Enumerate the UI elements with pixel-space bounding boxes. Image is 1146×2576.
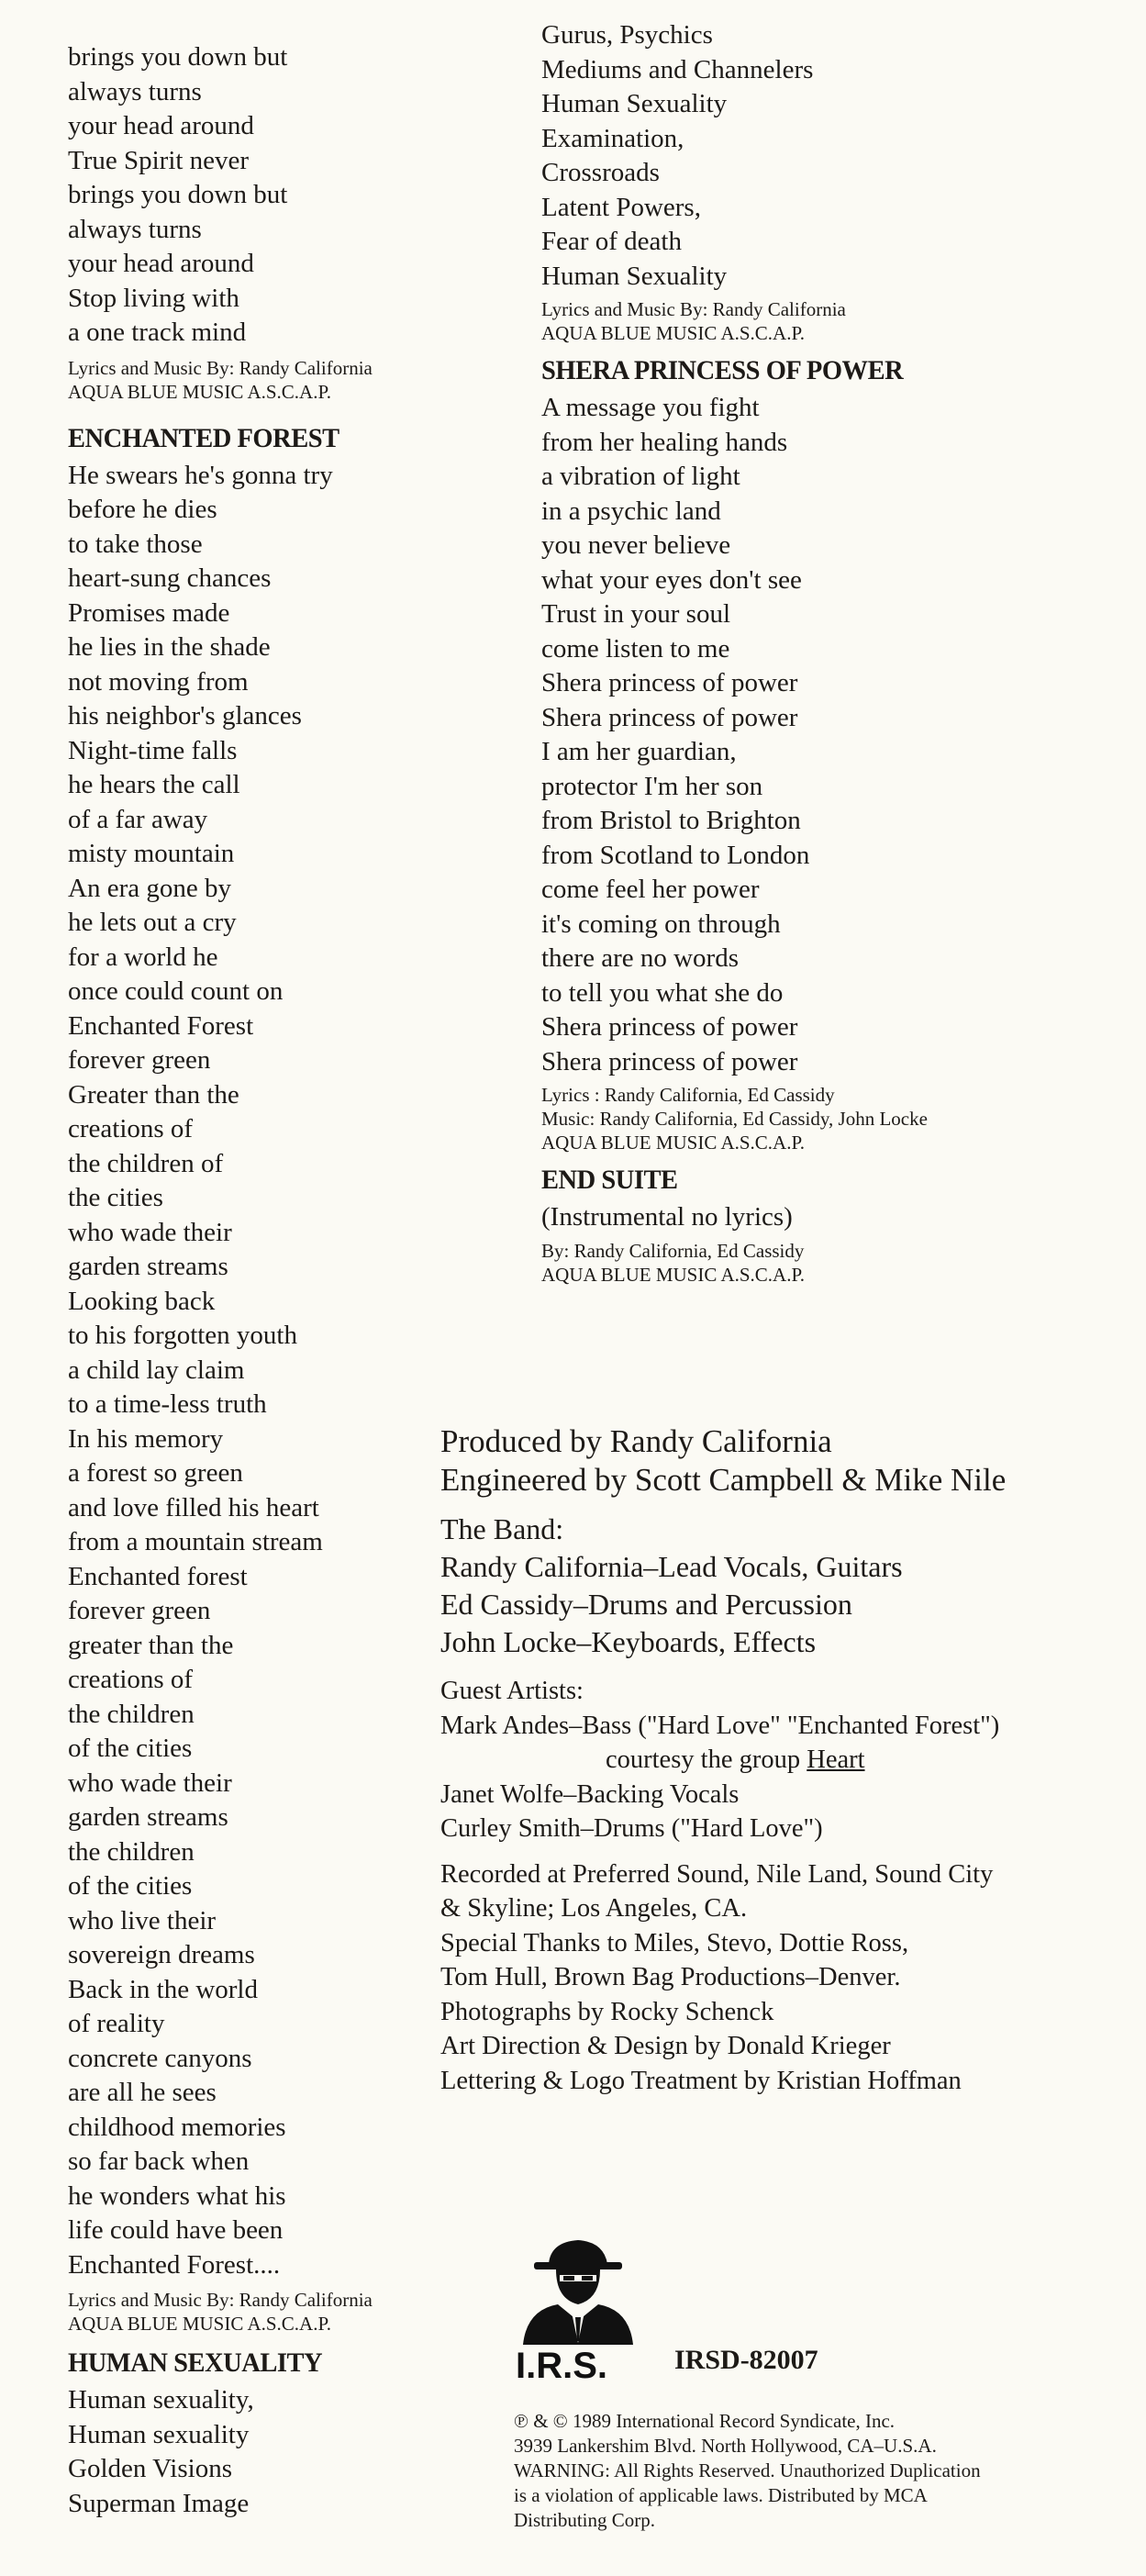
lyric-line: he lets out a cry [68,908,237,937]
lyric-line: he wonders what his [68,2180,286,2211]
lyric-line: in a psychic land [541,496,721,526]
guest-courtesy [440,1743,1119,1778]
song-title-shera: SHERA PRINCESS OF POWER [541,355,904,385]
lyric-line: creations of [68,1665,194,1694]
production-note: & Skyline; Los Angeles, CA. [440,1894,748,1923]
song-credit: Music: Randy California, Ed Cassidy, John Locke [541,1108,928,1130]
song-title-human-sexuality: HUMAN SEXUALITY [68,2347,323,2378]
lyric-line: creations of [68,1114,194,1143]
lyric-line: so far back when [68,2147,250,2176]
lyric-line: always turns [68,76,202,106]
lyric-line: Human Sexuality [541,89,728,118]
lyric-line: of the cities [68,1734,193,1763]
lyric-line: Promises made [68,597,230,628]
human-sexuality-continued-lyrics [541,18,1018,294]
production-note: Tom Hull, Brown Bag Productions–Denver. [440,1963,901,1991]
lyric-line: Stop living with [68,283,239,313]
lyric-line: brings you down but [68,180,288,209]
lyric-line: Human Sexuality [541,261,728,291]
lyric-line: of a far away [68,804,208,834]
song-credit: AQUA BLUE MUSIC A.S.C.A.P. [541,1263,806,1286]
lyric-line: concrete canyons [68,2043,252,2073]
lyric-line: Human sexuality [68,2419,250,2449]
lyric-line: a forest so green [68,1458,243,1488]
lyric-line: not moving from [68,666,249,697]
lyric-line: brings you down but [68,42,288,72]
lyric-line: from her healing hands [541,427,788,457]
production-credits [440,1422,1119,2098]
lyric-line: Human sexuality, [68,2385,254,2414]
right-lyrics-column [541,20,1018,1287]
lyric-line: the children of [68,1148,224,1178]
lyric-line: there are no words [541,943,739,973]
lyric-line: Mediums and Channelers [541,54,814,84]
lyric-line: he lies in the shade [68,632,271,662]
song-credit: By: Randy California, Ed Cassidy [541,1239,805,1262]
copyright-line: 3939 Lankershim Blvd. North Hollywood, CA–U.S.A. [514,2435,937,2457]
lyric-line: you never believe [541,530,731,560]
lyric-line: your head around [68,249,254,278]
lyric-line: An era gone by [68,873,231,903]
courtesy-band: Heart [807,1745,865,1774]
lyric-line: True Spirit never [68,145,250,175]
song-credit: Lyrics : Randy California, Ed Cassidy [541,1084,835,1106]
shera-lyrics [541,391,1018,1079]
lyric-line: childhood memories [68,2112,286,2142]
lyric-line: a one track mind [68,318,247,347]
guest-artist: Curley Smith–Drums ("Hard Love") [440,1814,823,1843]
lyric-line: Golden Visions [68,2454,232,2483]
svg-text:I.R.S.: I.R.S. [516,2346,608,2381]
lyric-line: what your eyes don't see [541,564,802,595]
lyric-line: I am her guardian, [541,737,737,766]
lyric-line: come listen to me [541,633,730,664]
lyric-line: Examination, [541,123,684,153]
enchanted-forest-lyrics [68,459,499,2283]
lyric-line: to tell you what she do [541,977,784,1008]
lyric-line: it's coming on through [541,909,781,939]
lyric-line: from Bristol to Brighton [541,806,801,835]
lyric-line: Crossroads [541,158,660,187]
lyric-line: In his memory [68,1423,224,1454]
song-credit: AQUA BLUE MUSIC A.S.C.A.P. [541,322,806,344]
lyric-line: sovereign dreams [68,1940,255,1969]
courtesy-text: courtesy the group [606,1745,801,1774]
guest-artist: Mark Andes–Bass ("Hard Love" "Enchanted Forest") [440,1711,1000,1740]
lyric-line: he hears the call [68,770,240,799]
copyright-block [514,2409,1101,2533]
lyric-line: a vibration of light [541,462,740,491]
lyric-line: Enchanted forest [68,1561,248,1591]
catalog-number: IRSD-82007 [674,2345,818,2375]
lyric-line: the children [68,1836,195,1867]
lyric-line: for a world he [68,942,218,972]
song-title-end-suite: END SUITE [541,1165,678,1195]
lyric-line: greater than the [68,1630,234,1660]
lyric-line: the children [68,1699,195,1729]
lyric-line: to a time-less truth [68,1389,267,1419]
lyric-line: to take those [68,529,203,559]
lyric-line: life could have been [68,2215,284,2245]
lyric-line: heart-sung chances [68,563,272,593]
engineered-by: Engineered by Scott Campbell & Mike Nile [440,1462,1007,1498]
lyric-line: misty mountain [68,839,235,868]
lyric-line: Enchanted Forest.... [68,2249,281,2280]
lyric-line: Night-time falls [68,735,238,765]
lyric-line: a child lay claim [68,1355,245,1385]
lyric-line: forever green [68,1596,211,1625]
lyric-line: Trust in your soul [541,599,731,629]
lyric-line: Shera princess of power [541,702,798,732]
lyric-line: garden streams [68,1802,228,1832]
irs-logo-icon [514,2225,642,2381]
lyric-line: the cities [68,1183,163,1212]
copyright-line: Distributing Corp. [514,2509,656,2531]
lyric-line: who wade their [68,1217,232,1247]
lyric-line: before he dies [68,495,217,524]
production-note: Photographs by Rocky Schenck [440,1997,774,2026]
intro-lyrics [68,40,499,351]
song-credit: Lyrics and Music By: Randy California [68,2289,373,2311]
lyric-line: always turns [68,214,202,244]
band-member: Ed Cassidy–Drums and Percussion [440,1588,852,1621]
band-heading: The Band: [440,1512,564,1545]
lyric-line: Back in the world [68,1974,258,2004]
lyric-line: who wade their [68,1768,232,1798]
song-credit: Lyrics and Music By: Randy California [541,298,846,320]
song-credit: AQUA BLUE MUSIC A.S.C.A.P. [541,1132,806,1154]
copyright-line: is a violation of applicable laws. Distributed by MCA [514,2484,928,2506]
production-note: Lettering & Logo Treatment by Kristian Hoffman [440,2066,962,2095]
lyric-line: Superman Image [68,2488,250,2518]
produced-by: Produced by Randy California [440,1423,832,1459]
lyric-line: from a mountain stream [68,1527,323,1556]
lyric-line: Shera princess of power [541,1012,798,1042]
lyric-line: Enchanted Forest [68,1010,254,1041]
guest-artist: Janet Wolfe–Backing Vocals [440,1779,740,1809]
band-member: Randy California–Lead Vocals, Guitars [440,1550,903,1583]
band-member: John Locke–Keyboards, Effects [440,1625,817,1658]
left-lyrics-column [68,40,499,2521]
production-note: Special Thanks to Miles, Stevo, Dottie Ross, [440,1928,909,1957]
lyric-line: and love filled his heart [68,1492,319,1522]
lyric-line: Fear of death [541,227,682,256]
production-note: Art Direction & Design by Donald Krieger [440,2032,891,2060]
lyric-line: who live their [68,1905,217,1935]
lyric-line: forever green [68,1045,211,1075]
lyric-line: of reality [68,2009,165,2038]
lyric-line: his neighbor's glances [68,701,302,730]
song-title-enchanted-forest: ENCHANTED FOREST [68,422,339,453]
copyright-line: ℗ & © 1989 International Record Syndicate, Inc. [514,2410,896,2432]
copyright-line: WARNING: All Rights Reserved. Unauthorized Duplication [514,2459,981,2481]
lyric-line: from Scotland to London [541,840,810,870]
lyric-line: Looking back [68,1286,216,1316]
lyric-line: of the cities [68,1871,193,1901]
lyric-line: come feel her power [541,875,760,904]
lyric-line: Shera princess of power [541,1046,798,1076]
lyric-line: A message you fight [541,393,760,422]
human-sexuality-lyrics [68,2383,499,2521]
lyric-line: Gurus, Psychics [541,20,713,50]
song-credit: AQUA BLUE MUSIC A.S.C.A.P. [68,380,332,403]
guest-heading: Guest Artists: [440,1677,584,1705]
lyric-line: He swears he's gonna try [68,460,333,490]
lyric-line: protector I'm her son [541,771,763,801]
lyric-line: are all he sees [68,2078,217,2107]
song-credit: AQUA BLUE MUSIC A.S.C.A.P. [68,2313,332,2335]
production-note: Recorded at Preferred Sound, Nile Land, Sound City [440,1859,994,1889]
lyric-line: Latent Powers, [541,192,701,222]
lyric-line: once could count on [68,976,284,1006]
lyric-line: garden streams [68,1252,228,1281]
song-credit: Lyrics and Music By: Randy California [68,356,373,379]
lyric-line: to his forgotten youth [68,1321,297,1350]
lyric-line: your head around [68,111,254,140]
lyric-line: Greater than the [68,1079,239,1110]
lyric-line: Shera princess of power [541,668,798,697]
lyric-line: (Instrumental no lyrics) [541,1202,793,1232]
